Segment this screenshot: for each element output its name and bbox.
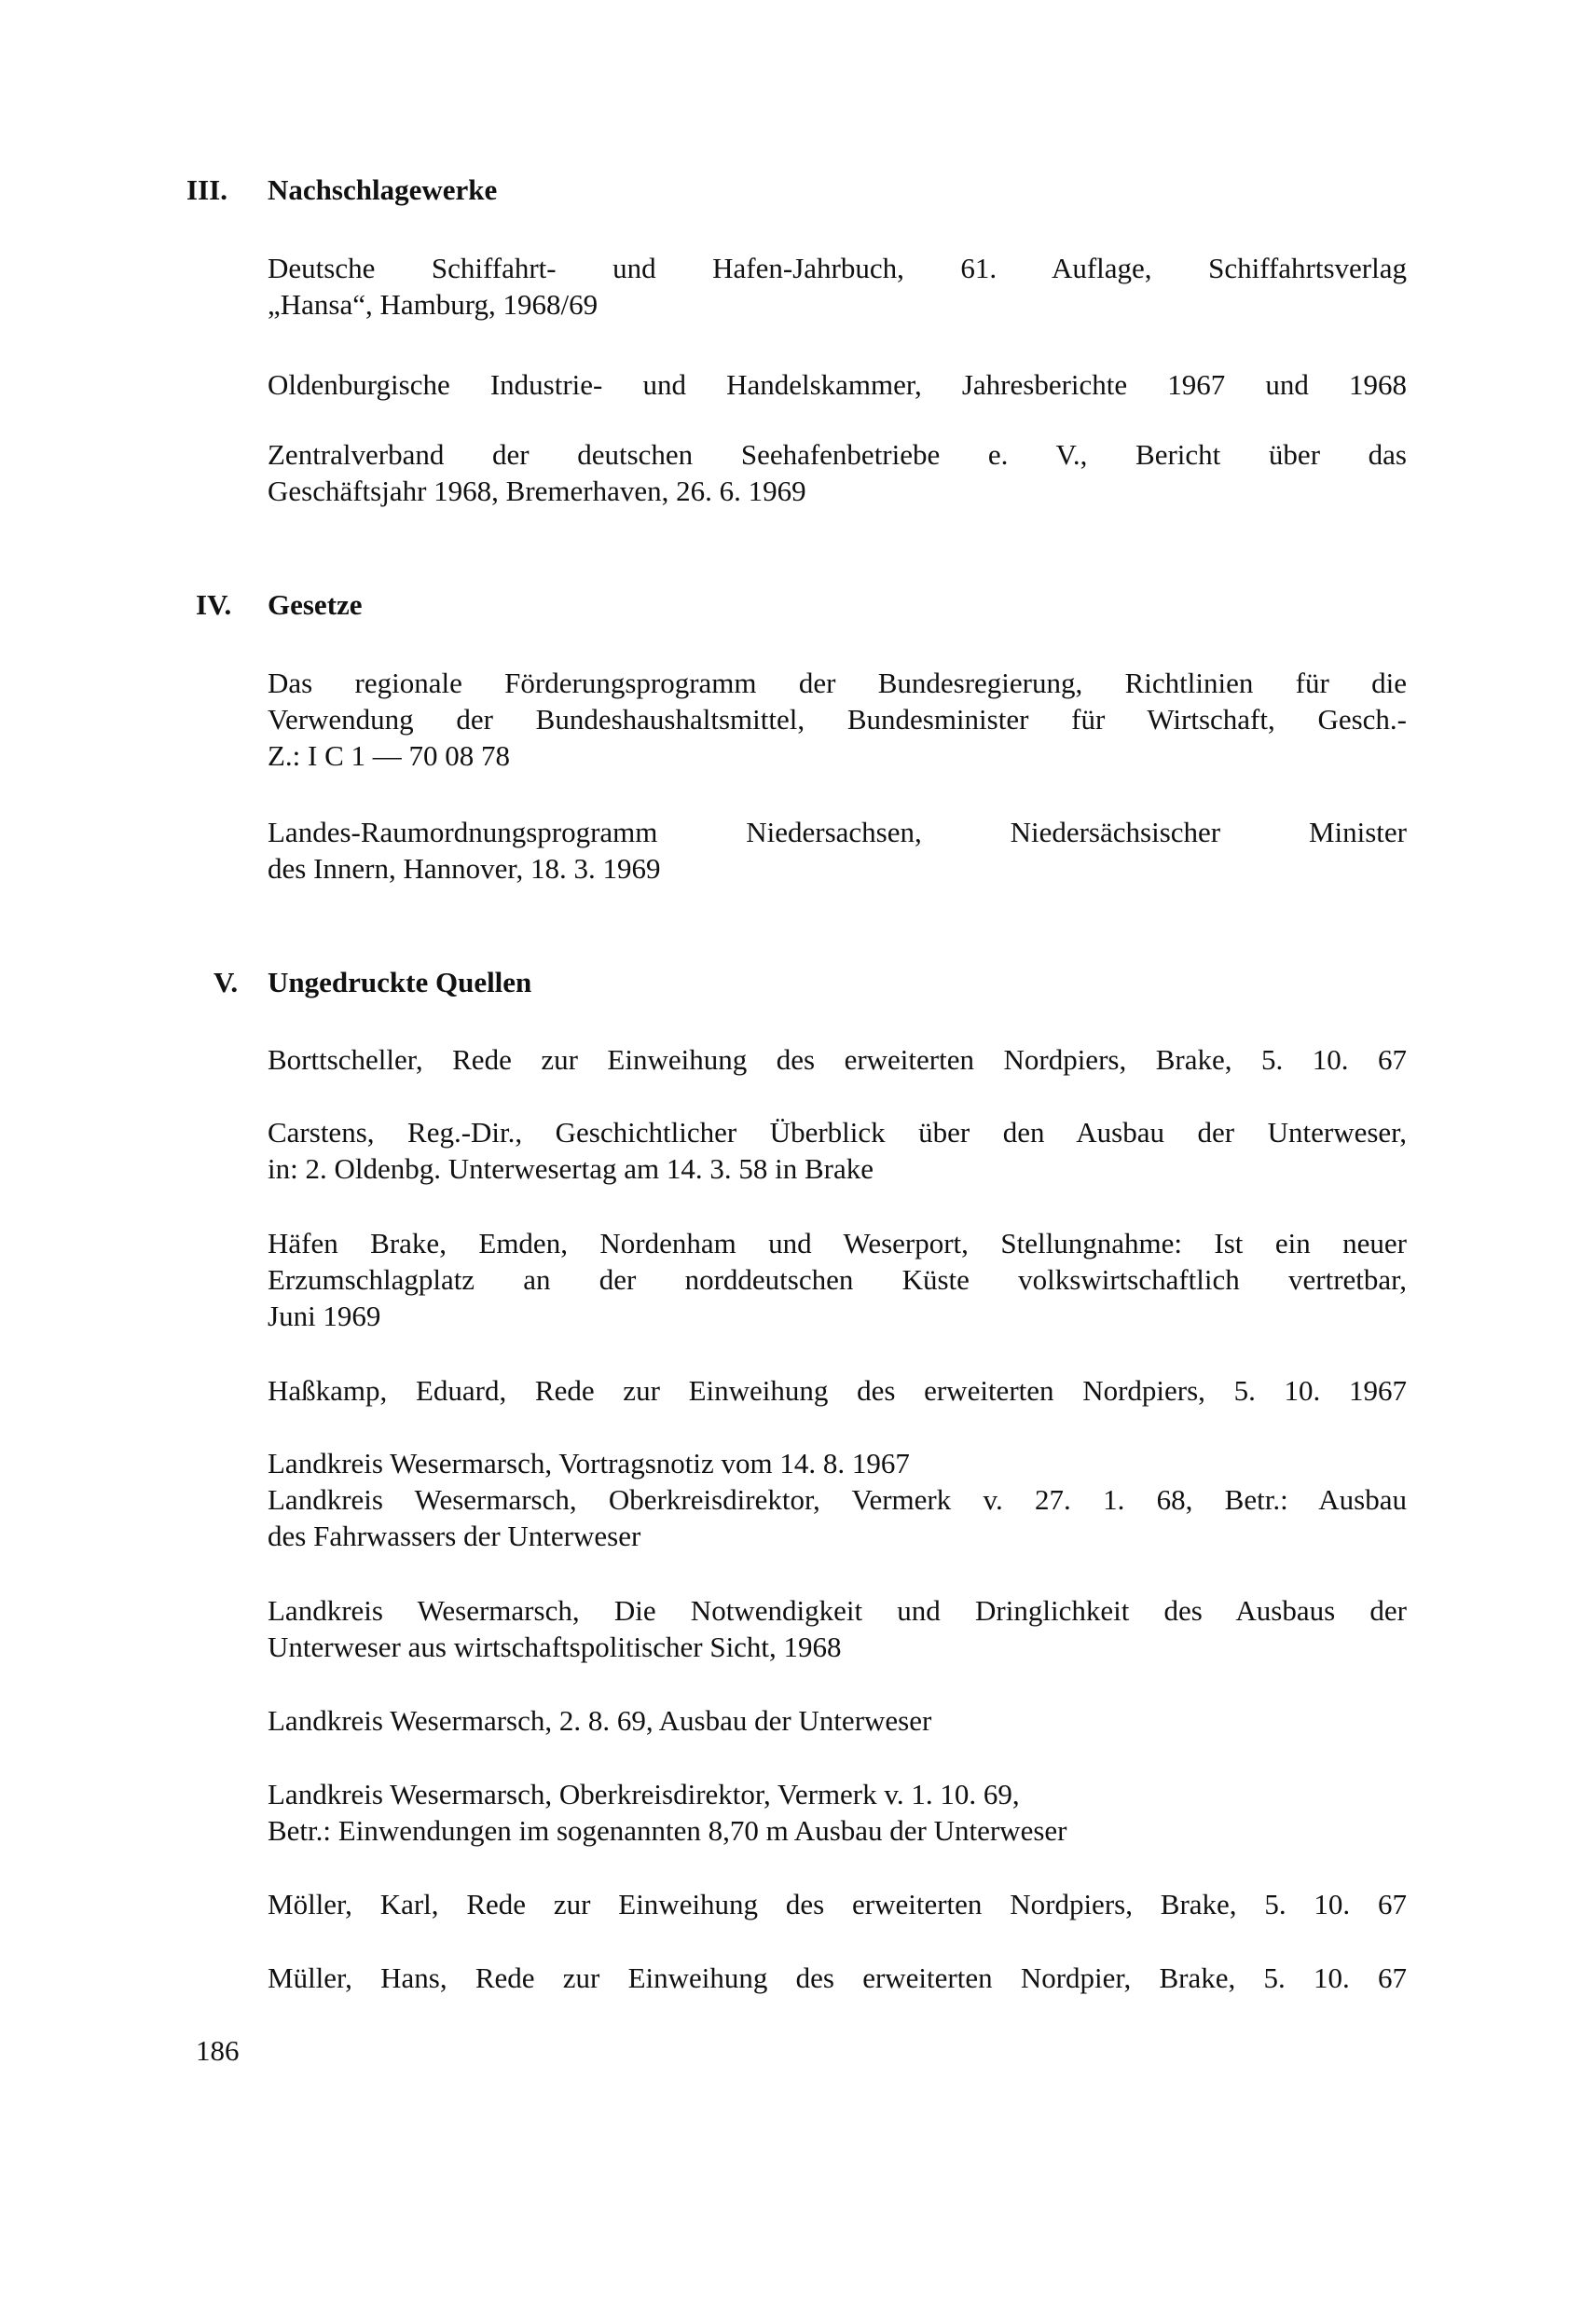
entry-line: Deutsche Schiffahrt- und Hafen-Jahrbuch, 61. Auflage, Schiffahrtsverlag [268,252,1407,284]
bibliography-entry [268,250,1407,323]
entry-line: Carstens, Reg.-Dir., Geschichtlicher Überblick über den Ausbau der Unterweser, [268,1116,1407,1149]
bibliography-entry [268,1960,1407,1996]
section-number: IV. [196,588,232,621]
entry-line: Häfen Brake, Emden, Nordenham und Weserport, Stellungnahme: Ist ein neuer [268,1227,1407,1259]
bibliography-entry [268,814,1407,887]
section-ungedruckte-quellen [196,962,1408,1003]
section-nachschlagewerke [186,170,1408,211]
bibliography-entry [268,366,1407,403]
entry-line: Erzumschlagplatz an der norddeutschen Küste volkswirtschaftlich vertretbar, [268,1263,1407,1296]
section-heading [196,585,1408,626]
page-number: 186 [196,2034,240,2067]
bibliography-entry [268,1114,1407,1187]
entry-line: Landes-Raumordnungsprogramm Niedersachsen, Niedersächsischer Minister [268,816,1407,848]
bibliography-entry [268,436,1407,509]
entry-line: Landkreis Wesermarsch, 2. 8. 69, Ausbau der Unterweser [268,1704,932,1737]
bibliography-entry [268,665,1407,774]
entry-line: Unterweser aus wirtschaftspolitischer Sicht, 1968 [268,1631,842,1663]
section-number: V. [213,966,239,998]
entry-line: Haßkamp, Eduard, Rede zur Einweihung des erweiterten Nordpiers, 5. 10. 1967 [268,1374,1407,1407]
entry-line: Borttscheller, Rede zur Einweihung des erweiterten Nordpiers, Brake, 5. 10. 67 [268,1043,1407,1076]
entry-line: des Fahrwassers der Unterweser [268,1520,641,1552]
entry-line: Z.: I C 1 — 70 08 78 [268,739,511,772]
entry-line: Geschäftsjahr 1968, Bremerhaven, 26. 6. 1969 [268,475,806,507]
bibliography-entry [268,1225,1407,1334]
section-number: III. [186,173,227,206]
entry-line: Müller, Hans, Rede zur Einweihung des erweiterten Nordpier, Brake, 5. 10. 67 [268,1961,1407,1994]
entry-line: Betr.: Einwendungen im sogenannten 8,70 m Ausbau der Unterweser [268,1814,1067,1847]
bibliography-entry [268,1886,1407,1922]
bibliography-entry [268,1041,1407,1078]
entry-line: „Hansa“, Hamburg, 1968/69 [268,288,598,321]
bibliography-entry [268,1372,1407,1409]
entry-line: Landkreis Wesermarsch, Die Notwendigkeit und Dringlichkeit des Ausbaus der [268,1594,1407,1627]
entry-line: Verwendung der Bundeshaushaltsmittel, Bundesminister für Wirtschaft, Gesch.- [268,703,1407,736]
entry-line: Landkreis Wesermarsch, Oberkreisdirektor, Vermerk v. 27. 1. 68, Betr.: Ausbau [268,1483,1407,1516]
bibliography-entry [268,1592,1407,1665]
bibliography-entry [268,1445,1407,1554]
entry-line: Das regionale Förderungsprogramm der Bundesregierung, Richtlinien für die [268,667,1407,699]
section-title: Nachschlagewerke [268,173,498,206]
section-heading [186,170,1408,211]
section-title: Gesetze [268,588,363,621]
entry-line: Landkreis Wesermarsch, Vortragsnotiz vom 14. 8. 1967 [268,1447,910,1479]
entry-line: Juni 1969 [268,1300,381,1332]
section-heading [196,962,1408,1003]
entry-line: des Innern, Hannover, 18. 3. 1969 [268,852,661,885]
entry-line: Zentralverband der deutschen Seehafenbetriebe e. V., Bericht über das [268,438,1407,471]
section-gesetze [196,585,1408,626]
bibliography-entry [268,1776,1407,1849]
entry-line: Möller, Karl, Rede zur Einweihung des erweiterten Nordpiers, Brake, 5. 10. 67 [268,1888,1407,1920]
entry-line: Oldenburgische Industrie- und Handelskammer, Jahresberichte 1967 und 1968 [268,368,1407,401]
bibliography-entry [268,1702,1407,1739]
section-title: Ungedruckte Quellen [268,966,532,998]
entry-line: Landkreis Wesermarsch, Oberkreisdirektor, Vermerk v. 1. 10. 69, [268,1778,1020,1810]
entry-line: in: 2. Oldenbg. Unterwesertag am 14. 3. 58 in Brake [268,1152,874,1185]
